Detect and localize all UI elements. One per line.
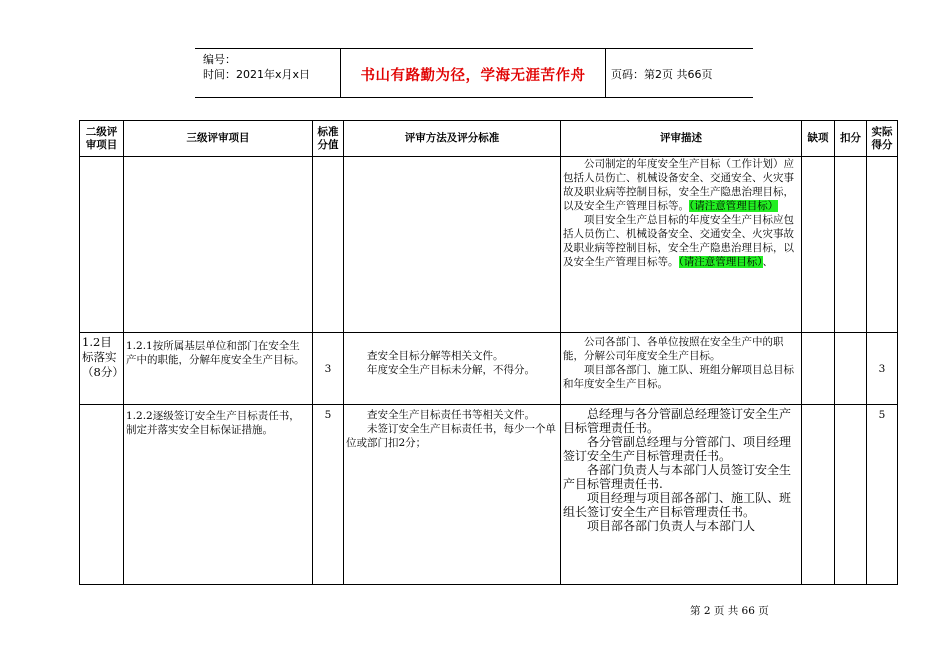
table-header-row <box>80 121 898 157</box>
col-header-method: 评审方法及评分标准 <box>344 121 561 157</box>
table-row <box>80 157 898 333</box>
method-paragraph: 查安全生产目标责任书等相关文件。 <box>367 409 535 421</box>
cell-deduction <box>835 333 867 405</box>
cell-deduction <box>835 405 867 585</box>
cell-level2: 1.2目标落实（8分） <box>80 333 124 405</box>
cell-level3 <box>124 157 313 333</box>
description-paragraph: 项目部各部门、施工队、班组分解项目总目标和年度安全生产目标。 <box>563 364 794 390</box>
table-row <box>80 405 898 585</box>
header-slogan: 书山有路勤为径，学海无涯苦作舟 <box>360 68 586 84</box>
highlight-note: （请注意管理目标） <box>678 256 763 268</box>
document-number-label: 编号： <box>203 53 236 66</box>
description-paragraph: 各部门负责人与本部门人员签订安全生产目标管理责任书. <box>563 463 792 491</box>
cell-method <box>344 157 561 333</box>
col-header-actual: 实际得分 <box>867 121 898 157</box>
cell-score: 5 <box>313 405 344 585</box>
cell-description <box>561 333 802 405</box>
description-paragraph: 项目经理与项目部各部门、施工队、班组长签订安全生产目标管理责任书。 <box>563 491 792 519</box>
cell-actual <box>867 157 898 333</box>
table-row <box>80 333 898 405</box>
method-paragraph: 查安全目标分解等相关文件。 <box>367 350 504 362</box>
method-paragraph: 未签订安全生产目标责任书，每少一个单位或部门扣2分； <box>346 423 556 449</box>
col-header-level3: 三级评审项目 <box>124 121 313 157</box>
cell-missing <box>802 405 835 585</box>
page-header <box>195 48 753 98</box>
cell-level3: 1.2.1按所属基层单位和部门在安全生产中的职能，分解年度安全生产目标。 <box>124 333 313 405</box>
cell-actual: 3 <box>867 333 898 405</box>
cell-missing <box>802 333 835 405</box>
cell-deduction <box>835 157 867 333</box>
cell-description <box>561 405 802 585</box>
method-paragraph: 年度安全生产目标未分解，不得分。 <box>367 364 535 376</box>
cell-actual: 5 <box>867 405 898 585</box>
col-header-level2: 二级评审项目 <box>80 121 124 157</box>
cell-level2 <box>80 405 124 585</box>
review-table <box>79 120 898 585</box>
col-header-description: 评审描述 <box>561 121 802 157</box>
description-paragraph: 公司各部门、各单位按照在安全生产中的职能，分解公司年度安全生产目标。 <box>563 336 784 362</box>
col-header-deduction: 扣分 <box>835 121 867 157</box>
cell-score: 3 <box>313 333 344 405</box>
document-time-label: 时间：2021年x月x日 <box>203 68 311 81</box>
header-page-label: 页码：第2页 共66页 <box>611 68 713 81</box>
col-header-missing: 缺项 <box>802 121 835 157</box>
highlight-note: （请注意管理目标） <box>689 200 779 212</box>
description-paragraph: 公司制定的年度安全生产目标（工作计划）应包括人员伤亡、机械设备安全、交通安全、火灾事故及职业病等控制目标，安全生产隐患治理目标，以及安全生产管理目标等。（请注意管理目标） <box>563 158 794 212</box>
cell-level3: 1.2.2逐级签订安全生产目标责任书，制定并落实安全目标保证措施。 <box>124 405 313 585</box>
cell-missing <box>802 157 835 333</box>
cell-method <box>344 333 561 405</box>
page-footer: 第 2 页 共 66 页 <box>690 605 769 617</box>
col-header-score: 标准分值 <box>313 121 344 157</box>
description-paragraph: 项目安全生产总目标的年度安全生产目标应包括人员伤亡、机械设备安全、交通安全、火灾事故及职业病等控制目标，安全生产隐患治理目标，以及安全生产管理目标等。（请注意管理目标）、 <box>563 214 794 268</box>
header-divider <box>605 49 606 97</box>
cell-method <box>344 405 561 585</box>
description-paragraph: 项目部各部门负责人与本部门人 <box>587 519 756 533</box>
cell-description <box>561 157 802 333</box>
description-paragraph: 总经理与各分管副总经理签订安全生产目标管理责任书。 <box>563 407 792 435</box>
cell-score <box>313 157 344 333</box>
cell-level2 <box>80 157 124 333</box>
description-paragraph: 各分管副总经理与分管部门、项目经理签订安全生产目标管理责任书。 <box>563 435 792 463</box>
